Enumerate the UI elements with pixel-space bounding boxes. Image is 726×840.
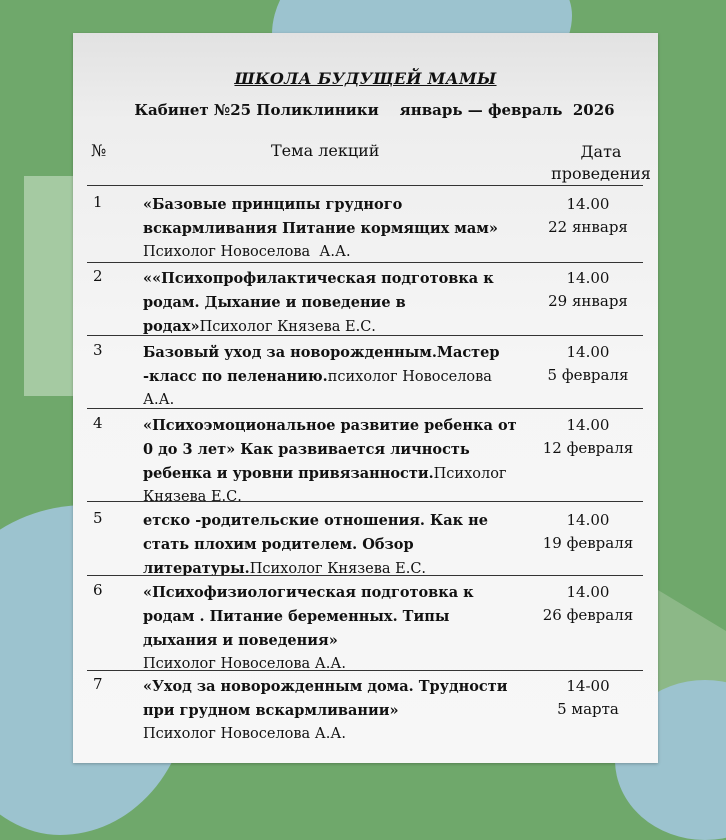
- row-date: [513, 675, 663, 721]
- row-topic-bold: «Психоэмоциональное развитие ребенка от 0 до 3 лет» Как развивается личность ребенка и уровни привязанности.: [143, 417, 517, 482]
- row-topic: [143, 581, 523, 676]
- divider: [87, 501, 643, 502]
- column-header-number: №: [91, 141, 107, 160]
- row-number: 2: [93, 267, 103, 285]
- row-topic-bold: «Базовые принципы грудного вскармливания Питание кормящих мам»: [143, 196, 498, 237]
- column-header-date-line2: проведения: [551, 164, 651, 183]
- row-topic: [143, 193, 523, 264]
- row-time: 14-00: [566, 677, 610, 695]
- row-day: 26 февраля: [542, 606, 634, 624]
- row-topic-lecturer: Психолог Новоселова А.А.: [143, 656, 346, 672]
- row-day: 12 февраля: [542, 439, 634, 457]
- document-subtitle: Кабинет №25 Поликлиники январь — февраль 2026: [134, 101, 615, 119]
- divider: [87, 185, 643, 186]
- row-number: 7: [93, 675, 103, 693]
- row-topic: [143, 414, 523, 509]
- row-topic-bold: етско -родительские отношения. Как не стать плохим родителем. Обзор литературы.: [143, 512, 488, 577]
- row-number: 5: [93, 509, 103, 527]
- divider: [87, 670, 643, 671]
- row-date: [513, 581, 663, 627]
- row-date: [513, 509, 663, 555]
- row-date: [513, 267, 663, 313]
- divider: [87, 335, 643, 336]
- row-date: [513, 341, 663, 387]
- row-number: 6: [93, 581, 103, 599]
- column-header-date-line1: Дата: [580, 142, 622, 161]
- column-header-date: [541, 141, 661, 185]
- row-number: 1: [93, 193, 103, 211]
- row-topic-lecturer: Психолог Новоселова А.А.: [143, 221, 512, 260]
- divider: [87, 262, 643, 263]
- row-day: 19 февраля: [542, 534, 634, 552]
- row-time: 14.00: [566, 583, 610, 601]
- row-date: [513, 193, 663, 239]
- row-topic-lecturer: Психолог Князева Е.С.: [249, 561, 427, 577]
- row-time: 14.00: [566, 511, 610, 529]
- row-time: 14.00: [566, 343, 610, 361]
- row-topic-lecturer: Психолог Новоселова А.А.: [143, 726, 346, 742]
- row-day: 5 марта: [557, 700, 619, 718]
- row-topic: [143, 341, 523, 412]
- row-number: 4: [93, 414, 103, 432]
- row-time: 14.00: [566, 195, 610, 213]
- divider: [87, 575, 643, 576]
- row-day: 5 февраля: [547, 366, 629, 384]
- row-topic: [143, 267, 523, 339]
- row-topic-bold: ««Психопрофилактическая подготовка к родам. Дыхание и поведение в родах»: [143, 270, 494, 335]
- row-number: 3: [93, 341, 103, 359]
- row-topic: [143, 675, 523, 746]
- row-topic: [143, 509, 523, 581]
- row-topic-bold: «Уход за новорожденным дома. Трудности при грудном вскармливании»: [143, 678, 508, 719]
- row-day: 22 января: [548, 218, 628, 236]
- column-header-topic: Тема лекций: [271, 141, 380, 160]
- row-day: 29 января: [548, 292, 628, 310]
- row-topic-lecturer: психолог Новоселова А.А.: [143, 369, 492, 408]
- row-topic-lecturer: Психолог Князева Е.С.: [143, 466, 507, 505]
- schedule-sheet: [73, 33, 658, 763]
- row-date: [513, 414, 663, 460]
- row-time: 14.00: [566, 269, 610, 287]
- row-topic-bold: «Психофизиологическая подготовка к родам . Питание беременных. Типы дыхания и поведения»: [143, 584, 474, 649]
- row-time: 14.00: [566, 416, 610, 434]
- row-topic-bold: Базовый уход за новорожденным.Мастер -класс по пеленанию.: [143, 344, 500, 385]
- divider: [87, 408, 643, 409]
- row-topic-lecturer: Психолог Князева Е.С.: [199, 319, 376, 335]
- document-title: ШКОЛА БУДУЩЕЙ МАМЫ: [234, 69, 497, 88]
